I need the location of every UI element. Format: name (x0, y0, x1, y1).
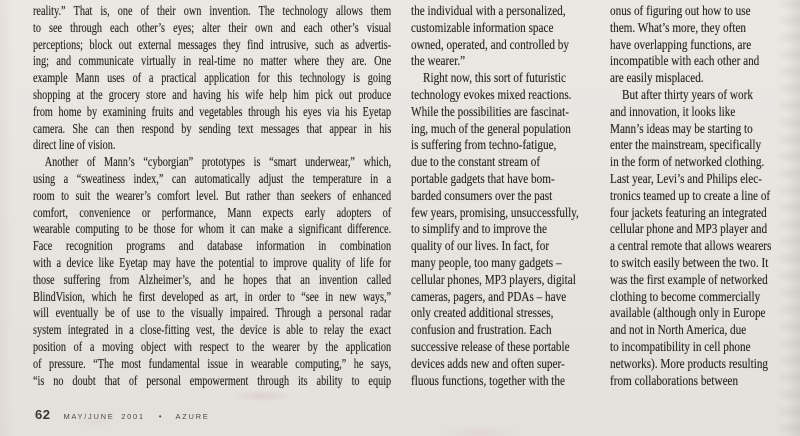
text-line: cellular phone and MP3 player and (610, 222, 768, 238)
text-line: clothing to become commercially (610, 289, 761, 305)
text-line: those suffering from Alzheimer’s, and he hopes that an invention called (33, 272, 392, 288)
text-line: camera. She can then respond by sending text messages that appear in his (33, 121, 392, 137)
text-line: wearable computing to be those for whom it can make a significant difference. (33, 222, 392, 238)
text-line: cellular phones, MP3 players, digital (411, 272, 576, 288)
text-line: four jackets featuring an integrated (610, 205, 767, 221)
text-line: and innovation, it looks like (610, 104, 736, 120)
text-column-middle-content (411, 4, 587, 390)
text-line: BlindVision, which he first developed as art, in order to “see in new ways,” (33, 289, 392, 305)
text-line: a central remote that allows wearers (610, 239, 772, 255)
text-line: Right now, this sort of futuristic (423, 71, 567, 87)
text-line: fluous functions, together with the (411, 373, 565, 389)
text-line: cameras, pagers, and PDAs – have (411, 289, 567, 305)
text-line: to see through each other’s eyes; alter their own and each other’s visual (33, 20, 392, 36)
text-line: have overlapping functions, are (610, 37, 752, 53)
text-line: ing, much of the general population (411, 121, 571, 137)
text-line: them. What’s more, they often (610, 20, 747, 36)
text-line: onus of figuring out how to use (610, 4, 751, 19)
text-line: to simplify and to improve the (411, 222, 547, 238)
text-line: Another of Mann’s “cyborgian” prototypes is “smart underwear,” which, (44, 155, 392, 171)
text-line: networks). More products resulting (610, 356, 769, 372)
text-line: Face recognition programs and database information in combination (33, 239, 392, 255)
text-line: will eventually be of use to the visually impaired. Through a personal radar (33, 306, 392, 322)
text-column-right (610, 4, 789, 390)
text-line: But after thirty years of work (622, 87, 753, 103)
text-line: “is no doubt that of personal empowerment through its ability to equip (33, 373, 392, 389)
text-line: the wearer.” (411, 54, 466, 70)
text-line: direct line of vision. (33, 138, 116, 154)
footer-separator-dot: • (158, 412, 162, 421)
text-line: confusion and frustration. Each (411, 323, 552, 339)
page-number: 62 (35, 407, 51, 422)
issue-date: MAY/JUNE 2001 (63, 412, 145, 421)
text-line: portable gadgets that have bom- (411, 171, 555, 187)
text-line: few years, promising, unsuccessfully, (411, 205, 579, 221)
text-column-left-content (33, 4, 391, 390)
text-line: many people, too many gadgets – (411, 255, 562, 271)
text-line: system integrated in a close-fitting vest, the device is able to relay the exact (33, 323, 392, 339)
text-line: Last year, Levi’s and Philips elec- (610, 171, 762, 187)
text-line: of pressure. “The most fundamental issue in wearable computing,” he says, (33, 356, 392, 372)
text-line: quality of our lives. In fact, for (411, 239, 550, 255)
text-line: only created additional stresses, (411, 306, 554, 322)
text-line: from collaborations between (610, 373, 739, 389)
text-line: reality.” That is, one of their own invention. The technology allows them (33, 4, 392, 19)
text-line: was the first example of networked (610, 272, 768, 288)
text-column-middle (411, 4, 587, 390)
text-line: due to the constant stream of (411, 155, 541, 171)
text-line: using a “sweatiness index,” can automatically adjust the temperature in a (33, 171, 392, 187)
text-line: technology evokes mixed reactions. (411, 87, 572, 103)
text-line: Mann’s ideas may be starting to (610, 121, 753, 137)
text-line: to incompatibility in cell phone (610, 339, 751, 355)
text-line: perceptions; block out external messages they find intrusive, such as advertis- (33, 37, 392, 53)
text-line: the individual with a personalized, (411, 4, 566, 19)
text-line: to switch easily between the two. It (610, 255, 769, 271)
text-line: and not in North America, due (610, 323, 747, 339)
text-line: successive release of these portable (411, 339, 570, 355)
text-line: position of a moving object with respect to the wearer by the application (33, 339, 392, 355)
text-line: While the possibilities are fascinat- (411, 104, 569, 120)
text-line: owned, operated, and controlled by (411, 37, 569, 53)
text-line: example Mann uses of a practical application for this technology is going (33, 71, 392, 87)
text-line: ing; and communicate virtually in real-time no matter where they are. One (33, 54, 392, 70)
text-column-left (33, 4, 391, 390)
text-line: shopping at the grocery store and having his wife help him pick out produce (33, 87, 392, 103)
text-line: comfort, convenience or performance, Mann expects early adopters of (33, 205, 392, 221)
text-column-right-content (610, 4, 788, 390)
text-line: customizable information space (411, 20, 554, 36)
text-line: with a device like Eyetap may have the potential to improve quality of life for (33, 255, 392, 271)
text-line: are easily misplaced. (610, 71, 704, 87)
text-line: is suffering from techno-fatigue, (411, 138, 557, 154)
text-line: available (although only in Europe (610, 306, 766, 322)
text-line: devices adds new and often super- (411, 356, 565, 372)
page-footer (35, 407, 209, 422)
text-line: from home by examining fruits and vegetables through his eyes via his Eyetap (33, 104, 392, 120)
text-line: room to suit the wearer’s comfort level. But rather than seekers of enhanced (33, 188, 392, 204)
text-line: enter the mainstream, specifically (610, 138, 762, 154)
text-line: in the form of networked clothing. (610, 155, 765, 171)
text-line: barded consumers over the past (411, 188, 553, 204)
text-line: tronics teamed up to create a line of (610, 188, 771, 204)
magazine-name: AZURE (175, 412, 210, 421)
text-line: incompatible with each other and (610, 54, 760, 70)
